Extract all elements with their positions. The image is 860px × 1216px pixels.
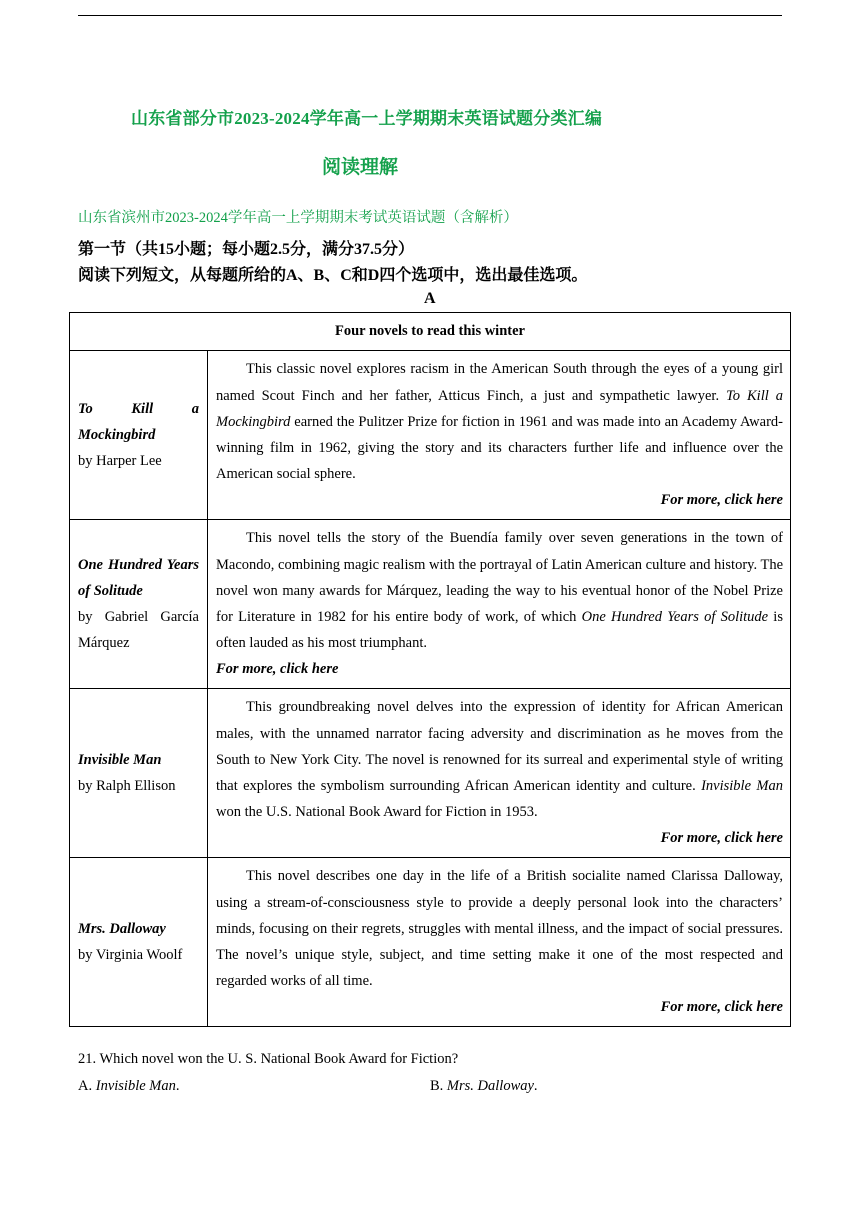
table-row <box>70 858 791 1027</box>
book-cell <box>70 858 208 1027</box>
book-author: by Harper Lee <box>78 453 162 470</box>
table-row <box>70 351 791 520</box>
table-row <box>70 689 791 858</box>
book-title-inline: To Kill a Mockingbird <box>216 387 783 430</box>
book-author: by Ralph Ellison <box>78 778 176 794</box>
table-row <box>70 520 791 689</box>
book-cell <box>70 520 208 689</box>
book-cell <box>70 351 208 520</box>
description-cell <box>208 520 791 689</box>
book-description: This novel tells the story of the Buendía family over seven generations in the town of Macondo, combining magic realism with the portrayal of Latin American culture and history. The novel won many awards for Márquez, leading the way to his eventual honor of the Nobel Prize for Literature in 1982 for his entire body of work, of which One Hundred Years of Solitude is often lauded as his most triumphant. <box>216 530 783 652</box>
book-title-inline: One Hundred Years of Solitude <box>581 609 769 625</box>
main-title: 山东省部分市2023-2024学年高一上学期期末英语试题分类汇编 <box>131 109 603 128</box>
option-a[interactable]: A. Invisible Man. <box>78 1078 180 1094</box>
top-rule <box>78 15 782 16</box>
book-title-inline: Invisible Man <box>701 778 783 794</box>
source-line: 山东省滨州市2023-2024学年高一上学期期末考试英语试题（含解析） <box>78 210 518 226</box>
book-title: Mrs. Dalloway <box>78 920 166 937</box>
book-cell <box>70 689 208 858</box>
description-cell <box>208 689 791 858</box>
passage-label: A <box>424 290 436 307</box>
sub-title: 阅读理解 <box>322 157 399 178</box>
book-title: Invisible Man <box>78 751 162 768</box>
book-description: This classic novel explores racism in the American South through the eyes of a young girl named Scout Finch and her father, Atticus Finch, a just and sympathetic lawyer. To Kill a Mockingbird earned the Pulitzer Prize for fiction in 1961 and was made into an Academy Award-winning film in 1962, giving the story and its characters further life and influence over the American social sphere. <box>216 361 783 483</box>
book-title: One Hundred Years of Solitude <box>78 556 199 599</box>
section-heading: 第一节（共15小题；每小题2.5分，满分37.5分） <box>78 241 415 258</box>
book-author: by Gabriel García Márquez <box>78 609 199 652</box>
more-link[interactable]: For more, click here <box>660 999 783 1016</box>
description-cell <box>208 858 791 1027</box>
more-link[interactable]: For more, click here <box>660 492 783 509</box>
more-link[interactable]: For more, click here <box>660 830 783 847</box>
book-description: This groundbreaking novel delves into the expression of identity for African American males, with the unnamed narrator facing adversity and discrimination as he moves from the South to New York City. The novel is renowned for its surreal and experimental style of writing that explores the symbolism surrounding African American identity and culture. Invisible Man won the U.S. National Book Award for Fiction in 1953. <box>216 699 783 821</box>
instructions: 阅读下列短文，从每题所给的A、B、C和D四个选项中，选出最佳选项。 <box>78 267 588 284</box>
book-title: To Kill a Mockingbird <box>78 400 199 443</box>
novels-table <box>69 312 791 1027</box>
description-cell <box>208 351 791 520</box>
option-b[interactable]: B. Mrs. Dalloway. <box>430 1078 538 1094</box>
book-description: This novel describes one day in the life of a British socialite named Clarissa Dalloway, using a stream-of-consciousness style to provide a deeply personal look into the characters’ minds, focusing on their regrets, struggles with mental illness, and the impact of social pressures. The novel’s unique style, subject, and time setting make it one of the most respected and regarded works of all time. <box>216 868 783 990</box>
book-author: by Virginia Woolf <box>78 947 183 963</box>
more-link[interactable]: For more, click here <box>216 661 339 678</box>
question-stem: 21. Which novel won the U. S. National Book Award for Fiction? <box>78 1051 459 1067</box>
table-heading: Four novels to read this winter <box>70 313 791 351</box>
